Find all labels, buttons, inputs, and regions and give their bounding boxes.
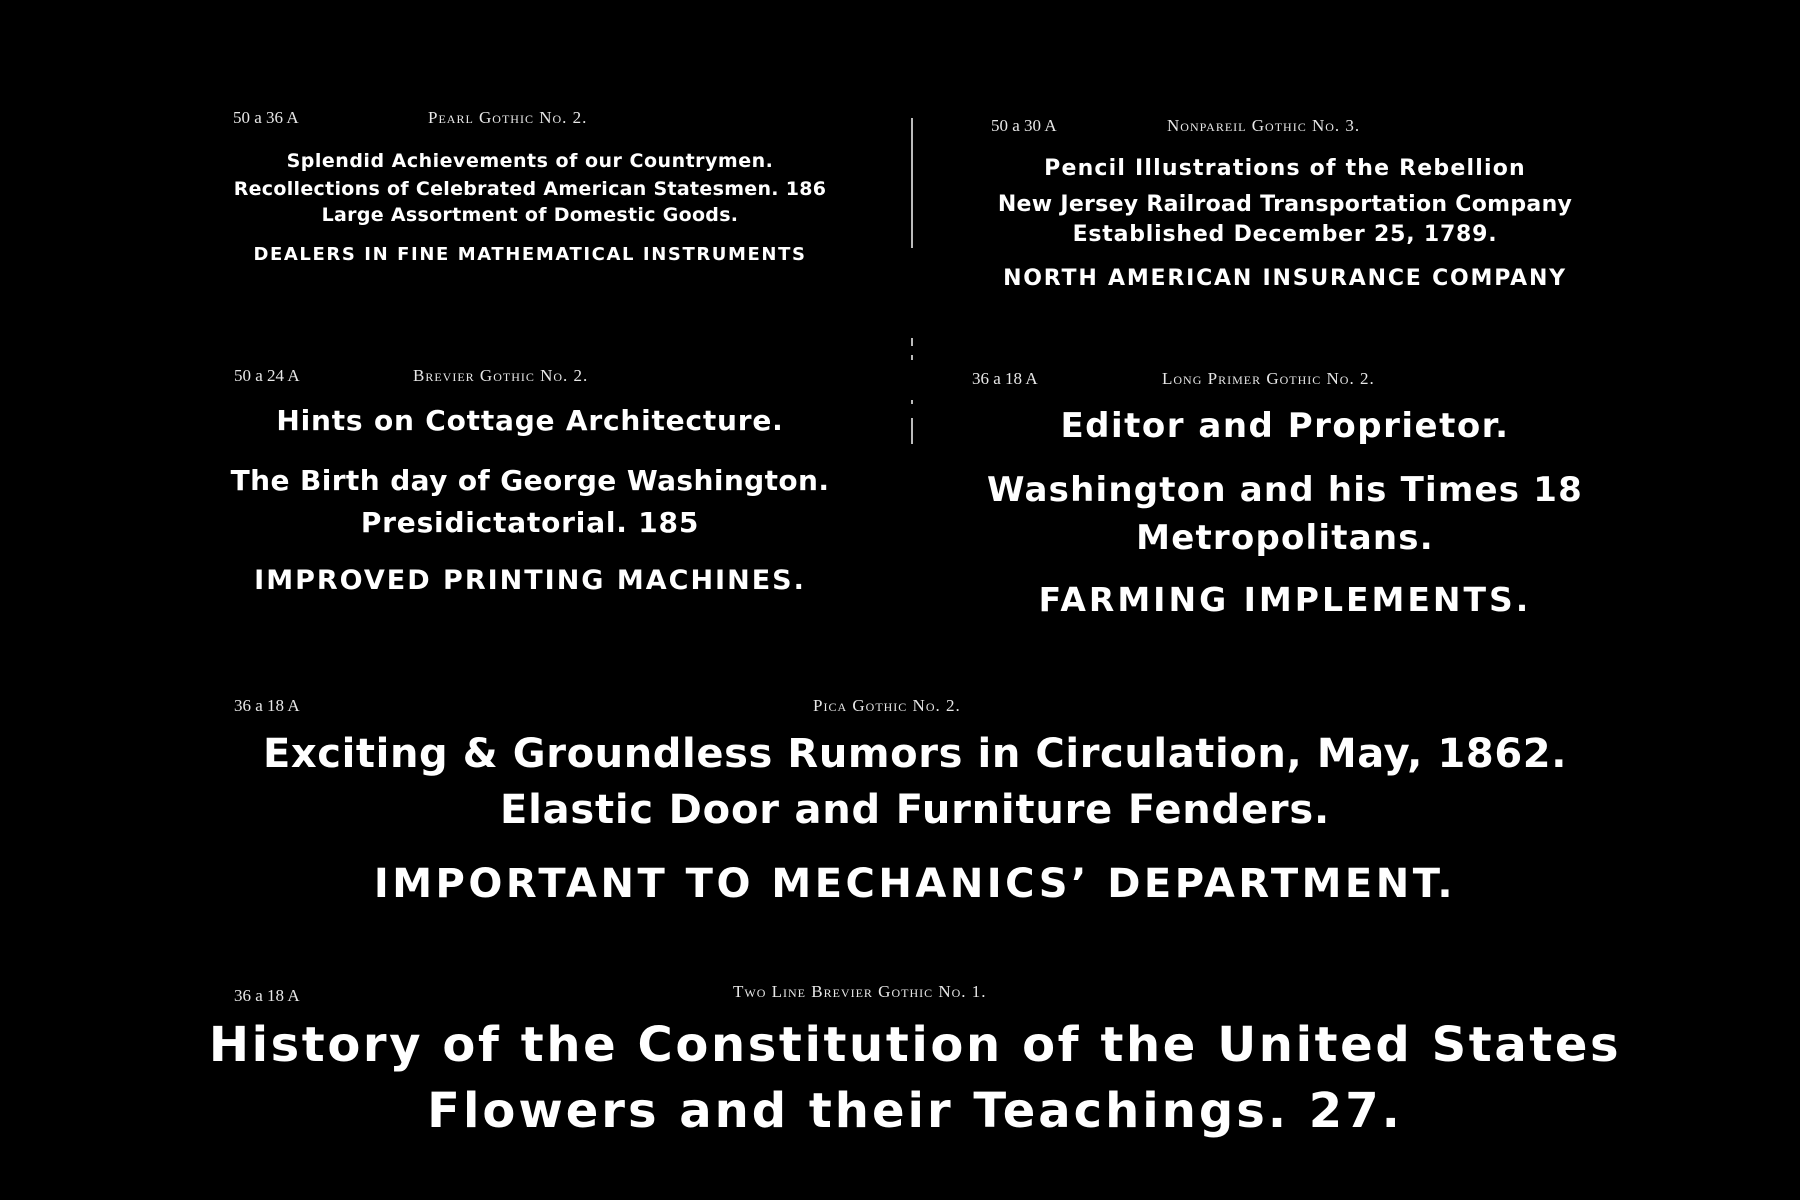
column-divider [911,418,913,444]
typeface-name: Long Primer Gothic No. 2. [1162,369,1375,388]
quantity-label: 36 a 18 A [972,369,1038,388]
specimen-line: Exciting & Groundless Rumors in Circulation, May, 1862. [262,731,1567,777]
specimen-line: IMPROVED PRINTING MACHINES. [254,565,806,596]
specimen-lines [205,146,855,270]
quantity-label: 36 a 18 A [234,696,300,715]
specimen-line: NORTH AMERICAN INSURANCE COMPANY [1003,266,1567,291]
specimen-line: Hints on Cottage Architecture. [276,404,784,437]
specimen-lines [960,152,1610,296]
specimen-line: Metropolitans. [1136,518,1434,558]
typeface-name: Pica Gothic No. 2. [813,696,961,715]
typeface-name: Pearl Gothic No. 2. [428,108,588,127]
specimen-line: Large Assortment of Domestic Goods. [321,204,739,226]
quantity-label: 50 a 24 A [234,366,300,385]
column-divider [911,338,913,346]
quantity-label: 36 a 18 A [234,986,300,1005]
quantity-label: 50 a 30 A [991,116,1057,135]
specimen-line: Elastic Door and Furniture Fenders. [499,787,1331,833]
specimen-line: Flowers and their Teachings. 27. [427,1083,1403,1139]
specimen-lines [190,1012,1640,1144]
specimen-lines [190,726,1640,914]
column-divider [911,355,913,360]
specimen-line: Recollections of Celebrated American Statesmen. 186 [233,178,827,200]
specimen-line: Splendid Achievements of our Countrymen. [286,150,774,172]
specimen-line: History of the Constitution of the United States [208,1017,1622,1073]
specimen-lines [205,400,855,602]
specimen-line: Presidictatorial. 185 [360,506,700,539]
column-divider [911,400,913,404]
specimen-line: Established December 25, 1789. [1072,222,1498,247]
typeface-name: Two Line Brevier Gothic No. 1. [733,982,987,1001]
column-divider [911,118,913,248]
specimen-lines [945,402,1625,624]
specimen-line: Editor and Proprietor. [1060,406,1510,446]
specimen-line: New Jersey Railroad Transportation Company [997,192,1573,217]
typeface-name: Nonpareil Gothic No. 3. [1167,116,1361,135]
quantity-label: 50 a 36 A [233,108,299,127]
typeface-name: Brevier Gothic No. 2. [413,366,589,385]
specimen-line: Pencil Illustrations of the Rebellion [1044,156,1526,181]
specimen-line: The Birth day of George Washington. [230,464,830,497]
specimen-line: FARMING IMPLEMENTS. [1038,580,1532,619]
specimen-line: DEALERS IN FINE MATHEMATICAL INSTRUMENTS [253,244,807,265]
specimen-line: IMPORTANT TO MECHANICS’ DEPARTMENT. [373,861,1457,907]
specimen-line: Washington and his Times 18 [987,470,1583,510]
